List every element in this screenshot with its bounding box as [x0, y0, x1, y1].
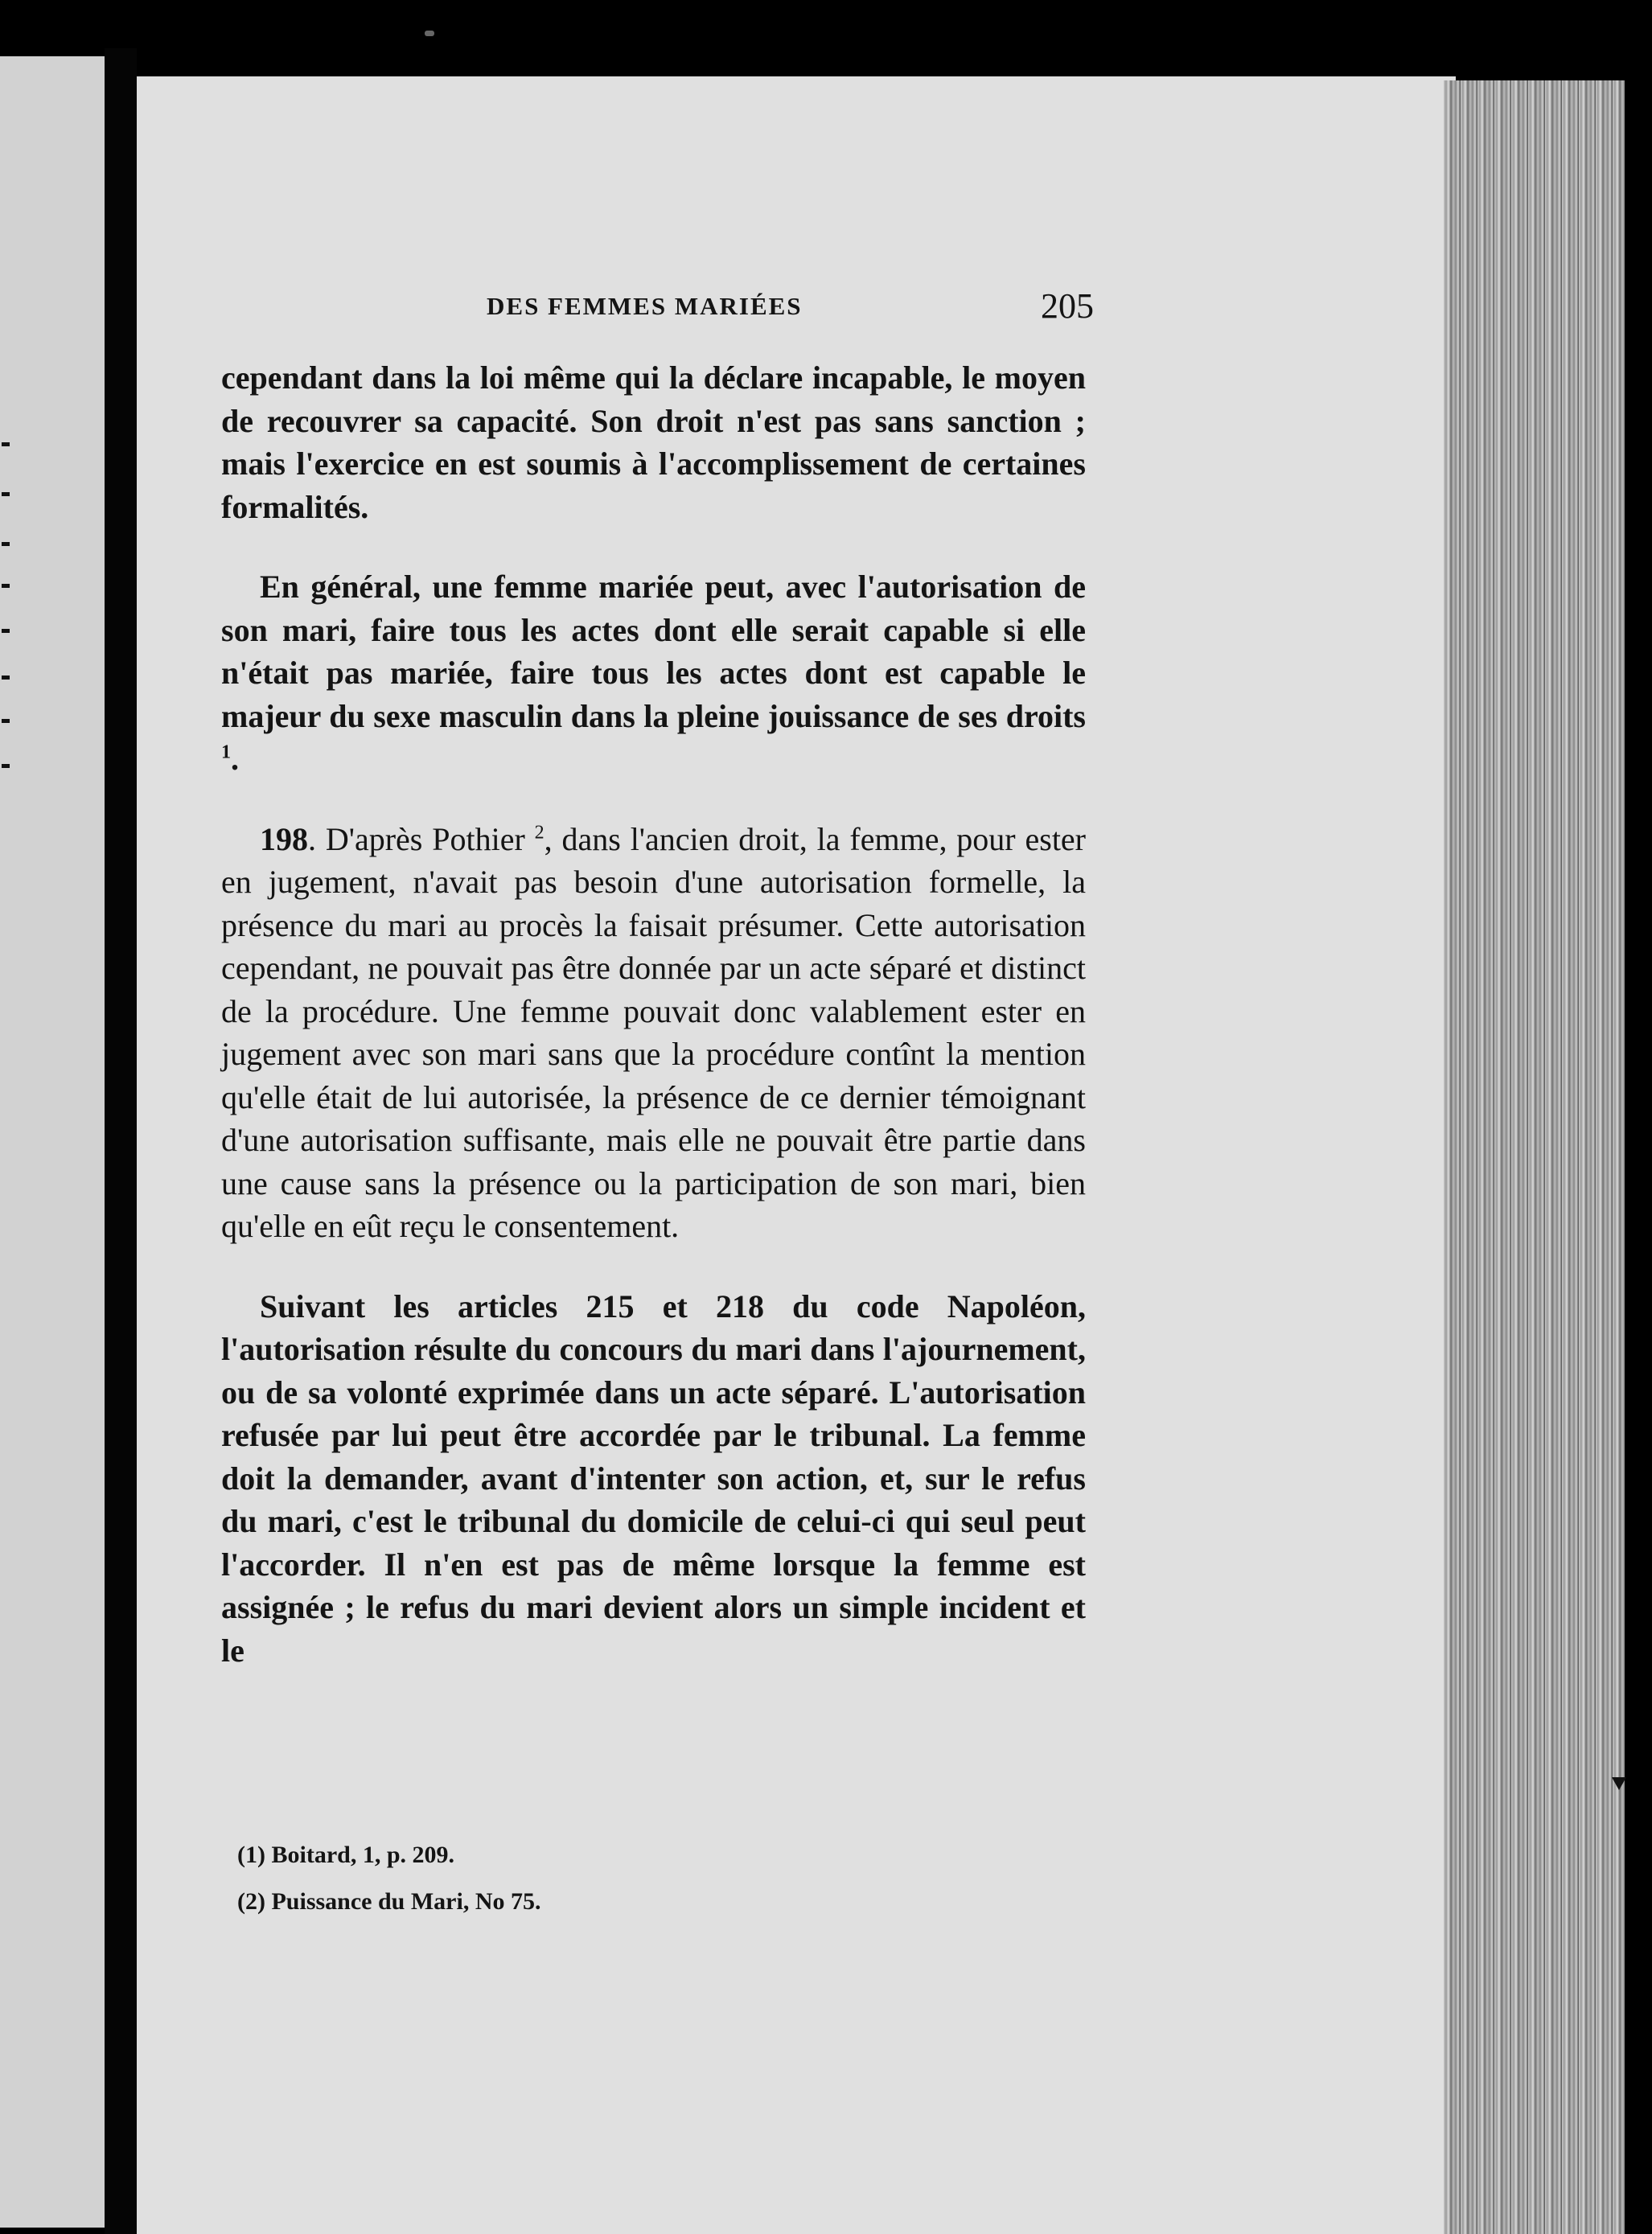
section-number: 198	[260, 820, 308, 857]
page-stack-edge	[1444, 80, 1625, 2234]
running-title: DES FEMMES MARIÉES	[487, 292, 803, 320]
footnote-ref-1: 1	[221, 741, 231, 763]
paragraph-198	[221, 818, 1086, 1248]
footnote-ref-2: 2	[534, 822, 545, 844]
scan-border-right	[1625, 80, 1652, 2234]
footnote-1: (1) Boitard, 1, p. 209.	[237, 1842, 454, 1868]
paragraph-continuation: cependant dans la loi même qui la déclare incapable, le moyen de recouvrer sa capacité. Son droit n'est pas sans sanction ; mais l'exercice en est soumis à l'accomplissement de certaines formalités.	[221, 359, 1086, 525]
page-number: 205	[1041, 286, 1094, 326]
paragraph-general-end: .	[231, 741, 239, 777]
paragraph-198-text-b: , dans l'ancien droit, la femme, pour ester en jugement, n'avait pas besoin d'une autorisation formelle, la présence du mari au procès la faisait présumer. Cette autorisation cependant, ne pouvait pas être donnée par un acte séparé et distinct de la procédure. Une femme pouvait donc valablement ester en jugement avec son mari sans que la procédure contînt la mention qu'elle était de lui autorisée, la présence de ce dernier témoignant d'une autorisation suffisante, mais elle ne pouvait être partie dans une cause sans la présence ou la participation de son mari, bien qu'elle en eût reçu le consentement.	[221, 820, 1087, 1244]
paragraph-code-napoleon: Suivant les articles 215 et 218 du code Napoléon, l'autorisation résulte du concours du mari dans l'ajournement, ou de sa volonté exprimée dans un acte séparé. L'autorisation refusée par lui peut être accordée par le tribunal. La femme doit la demander, avant d'intenter son action, et, sur le refus du mari, c'est le tribunal du domicile de celui-ci qui seul peut l'accorder. Il n'en est pas de même lorsque la femme est assignée ; le refus du mari devient alors un simple incident et le	[221, 1287, 1086, 1669]
text-block	[221, 285, 1094, 1672]
book-gutter	[105, 48, 137, 2234]
paragraph-198-text-a: . D'après Pothier	[308, 820, 525, 857]
footnotes	[237, 1842, 541, 1935]
scan-speck	[425, 31, 434, 36]
paragraph-general	[221, 565, 1086, 781]
paragraph-general-text: En général, une femme mariée peut, avec l'autorisation de son mari, faire tous les actes dont elle serait capable si elle n'était pas mariée, faire tous les actes dont est capable le majeur du sexe masculin dans la pleine jouissance de ses droits	[221, 569, 1086, 734]
page-edge-marker	[1612, 1777, 1626, 1790]
running-head	[245, 285, 1094, 334]
left-page-text-fragments	[0, 442, 16, 844]
footnote-2: (2) Puissance du Mari, No 75.	[237, 1888, 541, 1915]
left-page-edge	[0, 56, 105, 2228]
